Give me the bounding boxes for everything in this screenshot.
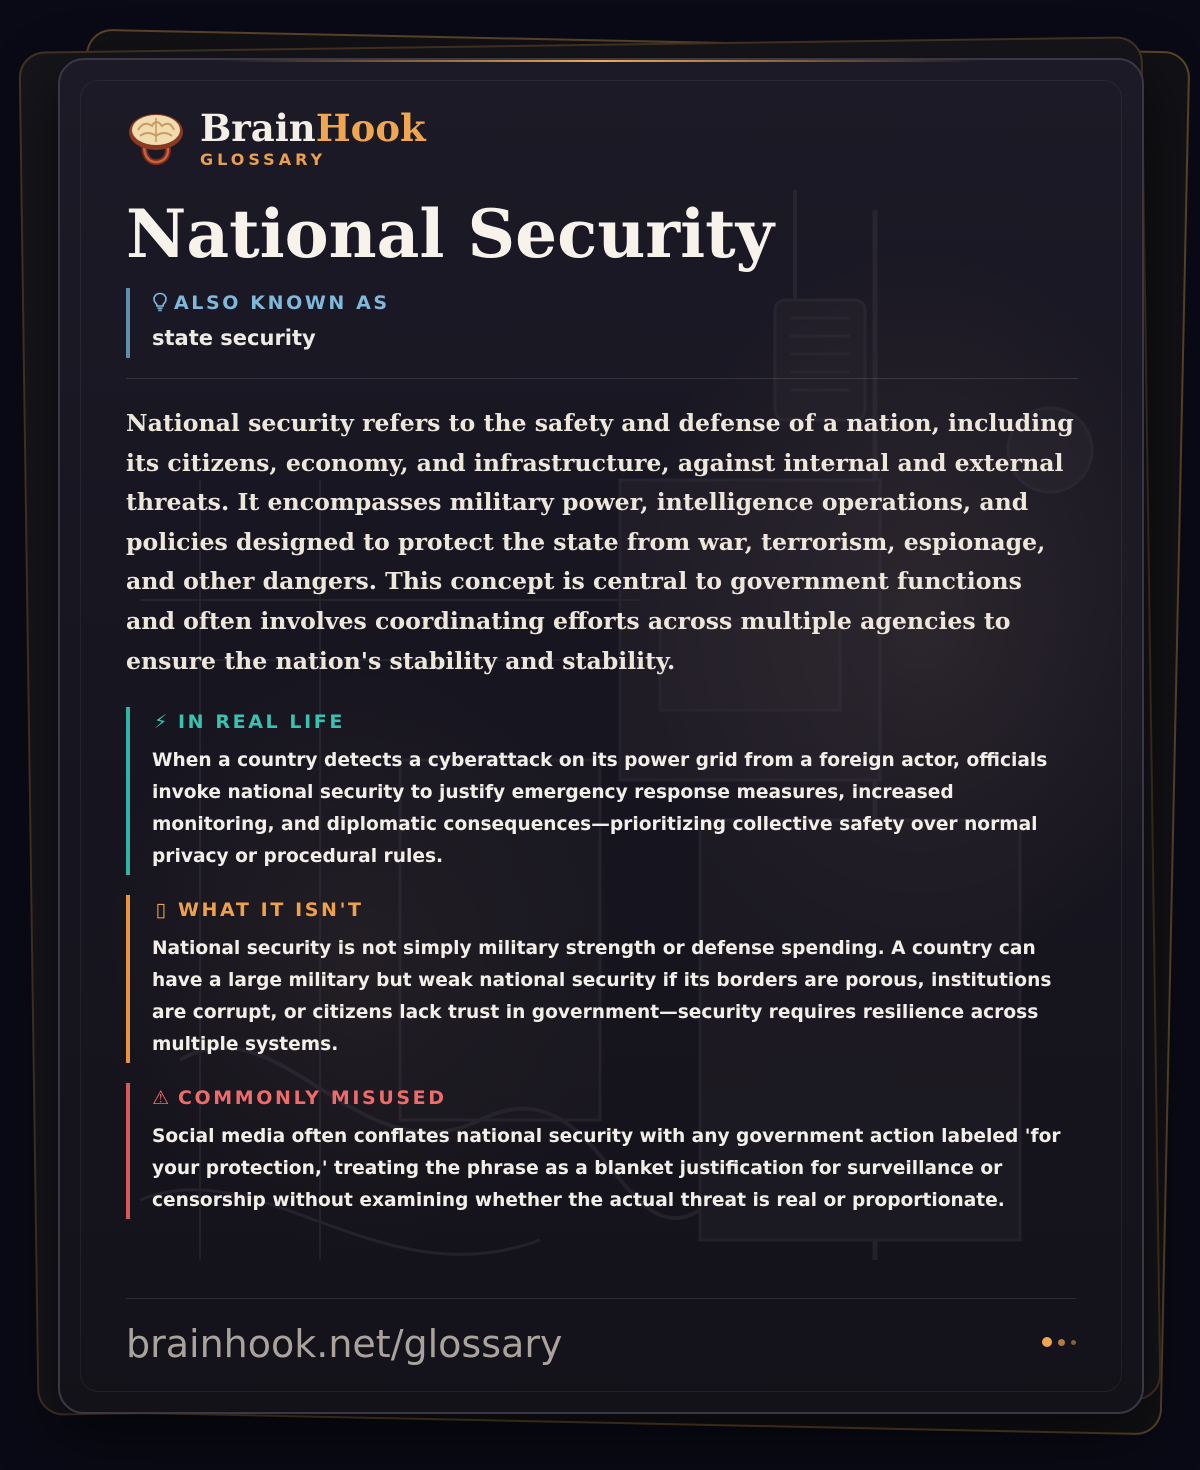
page-indicator — [1036, 1337, 1076, 1347]
also-known-as-heading — [152, 288, 1078, 318]
card-top-glow — [220, 60, 982, 62]
also-known-as-value: state security — [152, 326, 316, 350]
brand-name-part2: Hook — [315, 105, 426, 150]
callout-in-real-life-label: IN REAL LIFE — [178, 711, 345, 734]
callout-commonly-misused-label: COMMONLY MISUSED — [178, 1087, 447, 1110]
callout-in-real-life — [126, 707, 1078, 875]
warning-icon: ⚠ — [152, 1087, 172, 1110]
brand-text — [200, 105, 426, 169]
callout-what-it-isnt-label: WHAT IT ISN'T — [178, 899, 364, 922]
also-known-as-section — [126, 288, 1078, 358]
definition-text: National security refers to the safety and defense of a nation, including its citizens, economy, and infrastructure, against internal and external threats. It encompasses military power, intelligence operations, and policies designed to protect the state from war, terrorism, espionage, and other dangers. This concept is central to government functions and often involves coordinating efforts across multiple agencies to ensure the nation's stability and stability. — [126, 409, 1074, 675]
missing-glyph-icon: ▯ — [155, 899, 169, 922]
card-content — [126, 104, 1078, 1219]
callout-what-it-isnt-heading — [152, 895, 1078, 925]
callout-what-it-isnt-body: National security is not simply military strength or defense spending. A country can have a large military but weak national security if its borders are porous, institutions are corrupt, or citizens lack trust in government—security requires resilience across multiple systems. — [152, 938, 1052, 1056]
lightning-icon: ⚡ — [154, 711, 170, 734]
page-dot-active[interactable] — [1042, 1337, 1052, 1347]
lightbulb-icon — [152, 292, 168, 312]
page-dot[interactable] — [1058, 1339, 1065, 1346]
callout-commonly-misused-body: Social media often conflates national security with any government action labeled 'for your protection,' treating the phrase as a blanket justification for surveillance or censorship without examining whether the actual threat is real or proportionate. — [152, 1126, 1061, 1212]
callout-in-real-life-heading — [152, 707, 1078, 737]
brain-hook-logo-icon — [126, 108, 186, 168]
brand-subtitle: GLOSSARY — [200, 149, 327, 169]
glossary-card — [58, 58, 1144, 1414]
callout-in-real-life-body: When a country detects a cyberattack on its power grid from a foreign actor, officials invoke national security to justify emergency response measures, increased monitoring, and diplomatic consequences—prioritizing collective safety over normal privacy or procedural rules. — [152, 750, 1048, 868]
footer-url-link[interactable]: brainhook.net/glossary — [126, 1322, 563, 1366]
card-footer — [126, 1298, 1076, 1389]
callout-what-it-isnt — [126, 895, 1078, 1063]
also-known-as-label: ALSO KNOWN AS — [174, 292, 390, 314]
page-dot[interactable] — [1071, 1340, 1076, 1345]
section-divider — [126, 378, 1078, 379]
brand-name-part1: Brain — [200, 105, 316, 150]
brand-header[interactable] — [126, 104, 1078, 172]
callout-commonly-misused — [126, 1083, 1078, 1219]
term-title: National Security — [126, 195, 774, 273]
callout-commonly-misused-heading — [152, 1083, 1078, 1113]
brand-name — [200, 105, 426, 150]
